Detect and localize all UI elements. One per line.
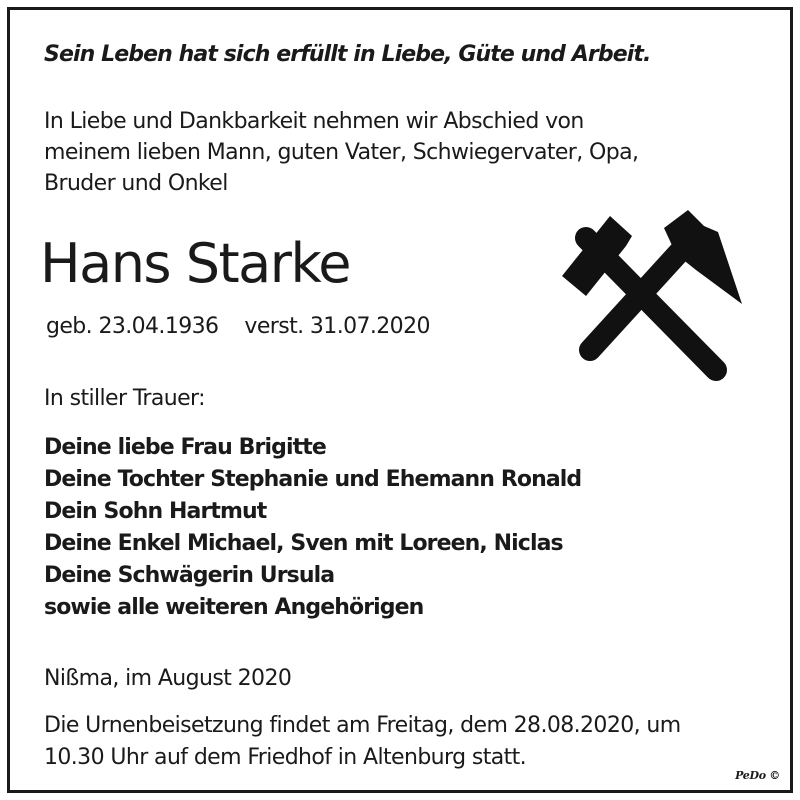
obituary-notice [7,7,793,793]
family-member: Deine Schwägerin Ursula [44,563,335,588]
intro-line: Bruder und Onkel [44,171,228,196]
mourning-label: In stiller Trauer: [44,386,205,411]
funeral-info [44,710,681,774]
family-member: Deine liebe Frau Brigitte [44,435,326,460]
hammer-and-pick-icon [546,200,746,390]
place-date: Nißma, im August 2020 [44,666,292,691]
death-date: verst. 31.07.2020 [244,314,430,339]
family-member: Deine Tochter Stephanie und Ehemann Ronald [44,467,582,492]
birth-date: geb. 23.04.1936 [46,314,219,339]
family-member: Dein Sohn Hartmut [44,499,267,524]
intro-text [44,106,638,199]
intro-line: In Liebe und Dankbarkeit nehmen wir Abschied von [44,109,584,134]
designer-signature: PeDo © [735,769,780,782]
funeral-line: 10.30 Uhr auf dem Friedhof in Altenburg statt. [44,745,527,770]
family-list [44,432,581,624]
funeral-line: Die Urnenbeisetzung findet am Freitag, dem 28.08.2020, um [44,713,681,738]
deceased-name: Hans Starke [40,232,351,295]
life-dates [46,314,430,339]
family-member: Deine Enkel Michael, Sven mit Loreen, Niclas [44,531,563,556]
family-member: sowie alle weiteren Angehörigen [44,595,424,620]
motto: Sein Leben hat sich erfüllt in Liebe, Güte und Arbeit. [44,42,651,67]
intro-line: meinem lieben Mann, guten Vater, Schwiegervater, Opa, [44,140,639,165]
